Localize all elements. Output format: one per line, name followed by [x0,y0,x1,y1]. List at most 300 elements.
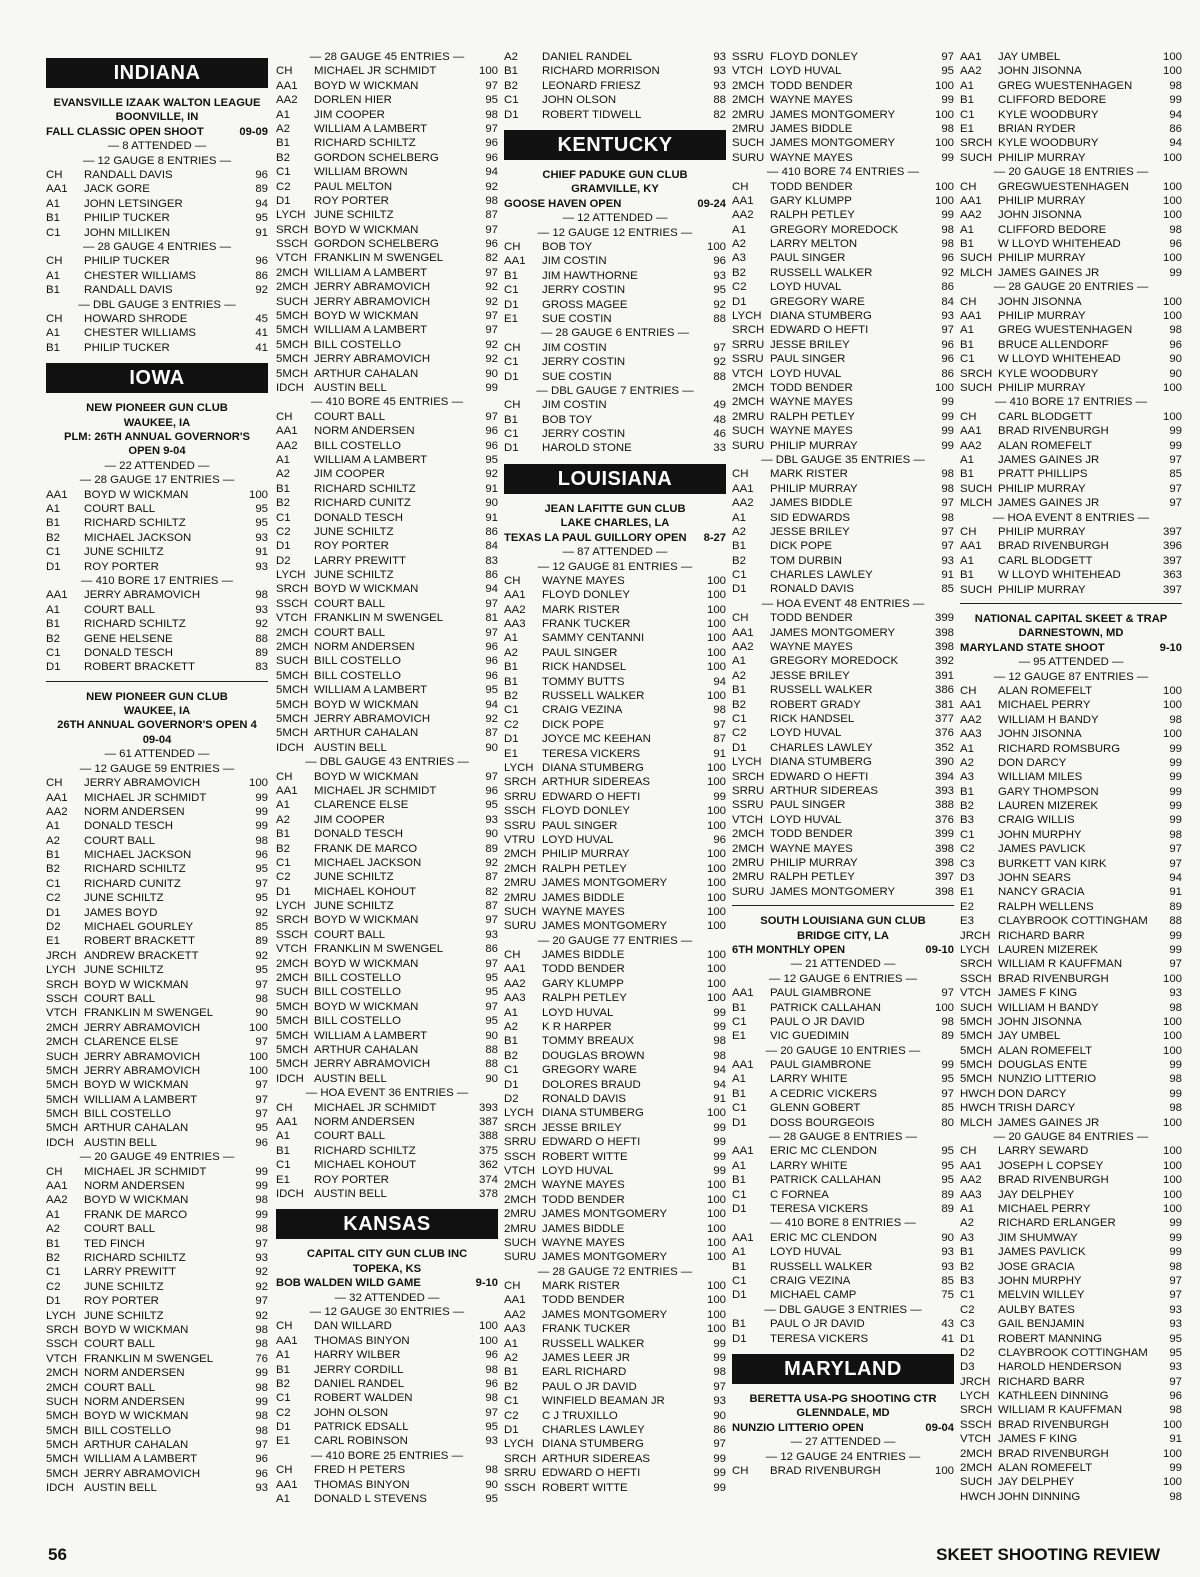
shooter-name: PHILIP MURRAY [770,439,858,452]
gauge-heading: — 12 GAUGE 30 ENTRIES — [309,1305,465,1318]
shooter-name: LARRY MELTON [770,238,858,251]
shooter-name: LEONARD FRIESZ [542,79,641,92]
shooter-name: JERRY ABRAMOVICH [84,1050,201,1063]
shooter-class: 2MCH [732,94,765,107]
shooter-score: 98 [255,1381,268,1394]
shooter-score: 89 [255,646,268,659]
shooter-class: C1 [960,1289,975,1302]
shooter-name: RICHARD ERLANGER [998,1217,1116,1230]
result-row [276,539,498,553]
shooter-score: 97 [713,718,726,731]
shooter-class: SUCH [46,1395,79,1408]
shooter-class: E3 [960,915,974,928]
club-heading [46,690,268,748]
shooter-class: 5MCH [276,324,309,337]
gauge-heading: — 28 GAUGE 20 ENTRIES — [993,281,1149,294]
shooter-score: 388 [934,799,954,812]
shooter-name: HARRY WILBER [314,1349,401,1362]
shooter-name: CARL BLODGETT [998,554,1093,567]
club-heading [504,502,726,531]
gauge-heading: — 410 BORE 74 ENTRIES — [767,166,919,179]
shooter-score: 100 [706,1193,726,1206]
shooter-name: JOHN JISONNA [998,209,1082,222]
gauge-heading: — DBL GAUGE 3 ENTRIES — [764,1303,922,1316]
result-row [960,568,1182,582]
shooter-name: LOYD HUVAL [770,813,842,826]
shooter-class: D2 [46,921,61,934]
shooter-score: 374 [478,1173,498,1186]
shooter-class: SSCH [276,597,308,610]
shooter-score: 99 [255,791,268,804]
shooter-name: DIANA STUMBERG [542,1438,644,1451]
shooter-name: BOYD W WICKMAN [84,1194,189,1207]
shooter-score: 396 [1162,540,1182,553]
result-row [960,237,1182,251]
shooter-class: B1 [504,1366,518,1379]
shooter-class: D3 [960,872,975,885]
shooter-name: PATRICK CALLAHAN [770,1174,881,1187]
shooter-score: 100 [1162,382,1182,395]
shooter-name: FLOYD DONLEY [770,51,858,63]
shooter-score: 99 [255,1180,268,1193]
shooter-class: 5MCH [276,338,309,351]
result-row [46,660,268,674]
event-title-row [504,197,726,211]
shooter-name: JIM COSTIN [542,255,607,268]
shooter-score: 92 [255,1280,268,1293]
shooter-class: D1 [504,1423,519,1436]
shooter-name: ROY PORTER [314,1173,389,1186]
shooter-class: AA1 [732,626,754,639]
result-row [504,1308,726,1322]
shooter-name: K R HARPER [542,1021,612,1034]
shooter-class: C1 [46,546,61,559]
result-row [46,632,268,646]
shooter-score: 100 [706,905,726,918]
shooter-name: ROY PORTER [314,194,389,207]
result-row [960,1029,1182,1043]
shooter-score: 93 [1169,1318,1182,1331]
shooter-name: JOSEPH L COPSEY [998,1159,1104,1172]
shooter-name: JAY UMBEL [998,51,1061,63]
shooter-class: C1 [276,511,291,524]
section-divider [960,603,1182,604]
shooter-name: JOHN SEARS [998,872,1071,885]
result-row [276,726,498,740]
result-row [960,713,1182,727]
shooter-class: CH [732,468,749,481]
result-row [504,747,726,761]
result-row [504,1337,726,1351]
result-row [504,948,726,962]
shooter-score: 99 [1169,1462,1182,1475]
shooter-class: VTRU [504,833,536,846]
shooter-class: 2MCH [276,972,309,985]
shooter-score: 394 [934,770,954,783]
club-line: BOONVILLE, IN [115,111,199,124]
shooter-class: C2 [46,892,61,905]
shooter-score: 99 [1169,943,1182,956]
shooter-name: COURT BALL [314,1130,386,1143]
result-row [46,1136,268,1150]
shooter-name: EDWARD O HEFTI [542,1136,641,1149]
shooter-class: B1 [46,284,60,297]
result-row [732,842,954,856]
shooter-score: 88 [713,312,726,325]
shooter-score: 95 [255,964,268,977]
shooter-class: SRRU [504,1467,537,1480]
shooter-class: SRCH [960,137,993,150]
shooter-name: PATRICK CALLAHAN [770,1001,881,1014]
shooter-class: LYCH [504,1107,534,1120]
result-row [960,410,1182,424]
shooter-score: 100 [1162,180,1182,193]
shooter-score: 87 [485,871,498,884]
shooter-name: MICHAEL JACKSON [84,531,192,544]
result-row [732,640,954,654]
result-row [276,1406,498,1420]
shooter-name: JOHN OLSON [314,1406,389,1419]
shooter-name: NANCY GRACIA [998,886,1085,899]
shooter-score: 99 [1169,1087,1182,1100]
shooter-class: E1 [504,312,518,325]
shooter-name: JAMES GAINES JR [998,497,1100,510]
shooter-name: KYLE WOODBURY [998,137,1099,150]
shooter-score: 99 [1169,425,1182,438]
shooter-class: SRCH [960,958,993,971]
shooter-name: LAUREN MIZEREK [998,943,1099,956]
shooter-score: 97 [1169,958,1182,971]
shooter-class: 5MCH [46,1410,79,1423]
result-row [732,367,954,381]
shooter-score: 95 [255,1122,268,1135]
shooter-name: TODD BENDER [770,180,853,193]
result-row [46,1093,268,1107]
shooter-class: C1 [504,94,519,107]
shooter-name: ROBERT WITTE [542,1481,628,1494]
result-row [732,1260,954,1274]
shooter-score: 398 [934,842,954,855]
shooter-score: 81 [485,612,498,625]
result-row [46,1035,268,1049]
result-row [732,151,954,165]
shooter-score: 99 [941,396,954,409]
result-row [276,266,498,280]
result-row [276,1434,498,1448]
shooter-score: 88 [485,1058,498,1071]
shooter-class: AA1 [732,1059,754,1072]
shooter-score: 92 [255,1309,268,1322]
shooter-name: WAYNE MAYES [542,1179,625,1192]
shooter-name: JUNE SCHILTZ [84,964,164,977]
shooter-class: AA2 [504,603,526,616]
shooter-score: 91 [485,511,498,524]
shooter-score: 93 [485,928,498,941]
shooter-class: 5MCH [276,669,309,682]
shooter-name: RICHARD SCHILTZ [84,618,186,631]
result-row [960,1389,1182,1403]
shooter-score: 41 [255,327,268,340]
shooter-name: JAMES BIDDLE [542,1222,625,1235]
shooter-class: CH [276,1101,293,1114]
shooter-score: 93 [941,1246,954,1259]
result-row [46,776,268,790]
shooter-class: C3 [960,857,975,870]
result-row [732,626,954,640]
result-row [46,617,268,631]
section-divider [732,905,954,906]
shooter-class: A1 [276,1493,290,1506]
shooter-class: MLCH [960,1116,993,1129]
result-row [960,309,1182,323]
shooter-name: JAMES GAINES JR [998,266,1100,279]
shooter-class: 2MCH [504,1193,537,1206]
shooter-score: 97 [485,914,498,927]
result-row [504,905,726,919]
shooter-name: CHESTER WILLIAMS [84,327,197,340]
shooter-score: 89 [941,1030,954,1043]
event-title-row [960,641,1182,655]
shooter-class: E1 [276,1173,290,1186]
result-row [732,885,954,899]
shooter-class: CH [732,1464,749,1477]
event-name: GOOSE HAVEN OPEN [504,197,622,210]
club-line: LAKE CHARLES, LA [560,517,670,530]
result-row [276,309,498,323]
result-row [46,1179,268,1193]
result-row [46,877,268,891]
shooter-score: 98 [941,468,954,481]
shooter-name: DICK POPE [542,718,605,731]
result-row [504,1207,726,1221]
result-row [732,1072,954,1086]
shooter-name: NORM ANDERSEN [314,1115,415,1128]
gauge-heading: — 410 BORE 17 ENTRIES — [995,396,1147,409]
shooter-name: WAYNE MAYES [542,1236,625,1249]
shooter-name: JOHN DINNING [998,1490,1081,1503]
shooter-name: JIM HAWTHORNE [542,269,638,282]
shooter-score: 99 [713,790,726,803]
shooter-class: 5MCH [276,684,309,697]
shooter-class: IDCH [276,741,304,754]
shooter-name: LARRY PREWITT [314,554,406,567]
shooter-name: DAN WILLARD [314,1320,392,1333]
shooter-name: JAMES F KING [998,1433,1078,1446]
shooter-score: 95 [485,1015,498,1028]
result-row [276,338,498,352]
shooter-class: A1 [732,655,746,668]
shooter-name: A CEDRIC VICKERS [770,1087,877,1100]
shooter-class: C1 [46,877,61,890]
shooter-score: 96 [941,252,954,265]
shooter-name: JERRY ABRAMOVICH [314,1058,431,1071]
shooter-score: 92 [485,856,498,869]
shooter-score: 90 [485,1029,498,1042]
shooter-name: RUSSELL WALKER [770,1260,873,1273]
shooter-name: RICHARD BARR [998,1375,1085,1388]
shooter-name: JOHN MURPHY [998,1274,1082,1287]
result-row [276,295,498,309]
shooter-class: C2 [276,871,291,884]
shooter-class: LYCH [276,209,306,222]
shooter-class: A3 [960,1231,974,1244]
shooter-name: SUE COSTIN [542,312,612,325]
shooter-name: KYLE WOODBURY [998,108,1099,121]
shooter-class: CH [504,240,521,253]
shooter-score: 49 [713,399,726,412]
shooter-class: AA1 [276,784,298,797]
shooter-class: B1 [960,94,974,107]
shooter-score: 93 [1169,987,1182,1000]
shooter-score: 97 [1169,1289,1182,1302]
result-row [46,1064,268,1078]
shooter-name: PHILIP MURRAY [770,482,858,495]
gauge-heading: — DBL GAUGE 7 ENTRIES — [536,384,694,397]
shooter-class: AA1 [504,589,526,602]
shooter-score: 91 [713,747,726,760]
shooter-class: CH [504,574,521,587]
shooter-class: D1 [46,1295,61,1308]
shooter-class: A1 [46,820,60,833]
shooter-score: 98 [255,834,268,847]
shooter-score: 92 [941,266,954,279]
shooter-name: JIM COOPER [314,108,385,121]
shooter-score: 100 [706,1208,726,1221]
result-row [276,813,498,827]
shooter-class: B1 [46,212,60,225]
shooter-class: A1 [46,603,60,616]
shooter-score: 92 [255,906,268,919]
shooter-class: IDCH [46,1136,74,1149]
shooter-class: LYCH [504,761,534,774]
shooter-name: JIM COSTIN [542,399,607,412]
club-line: EVANSVILLE IZAAK WALTON LEAGUE [53,97,261,109]
shooter-score: 375 [478,1144,498,1157]
shooter-name: RONALD DAVIS [770,583,854,596]
shooter-score: 91 [941,569,954,582]
shooter-score: 98 [713,1049,726,1062]
result-row [504,1164,726,1178]
result-row [960,525,1182,539]
shooter-class: LYCH [276,569,306,582]
shooter-score: 92 [485,295,498,308]
result-row [960,914,1182,928]
shooter-name: COURT BALL [84,603,156,616]
shooter-class: 2MCH [276,957,309,970]
shooter-score: 98 [713,1366,726,1379]
shooter-class: A2 [732,238,746,251]
result-row [960,424,1182,438]
shooter-score: 98 [941,122,954,135]
shooter-class: B1 [732,1001,746,1014]
result-row [960,770,1182,784]
shooter-class: B1 [504,269,518,282]
shooter-score: 99 [1169,94,1182,107]
shooter-name: ARTHUR CAHALAN [314,1044,419,1056]
result-row [504,1452,726,1466]
result-row [732,136,954,150]
result-row [504,341,726,355]
shooter-score: 98 [485,108,498,121]
result-row [276,741,498,755]
result-row [276,582,498,596]
shooter-class: B1 [732,1260,746,1273]
result-row [276,1043,498,1057]
result-row [960,251,1182,265]
event-name: TEXAS LA PAUL GUILLORY OPEN [504,531,687,544]
result-row [46,1352,268,1366]
result-row [276,712,498,726]
result-row [46,531,268,545]
shooter-name: MICHAEL JR SCHMIDT [314,1101,437,1114]
shooter-class: LYCH [46,964,76,977]
result-row [46,848,268,862]
shooter-name: COURT BALL [314,928,386,941]
result-row [504,1006,726,1020]
shooter-class: AA3 [960,1188,982,1201]
shooter-score: 93 [1169,1361,1182,1374]
shooter-class: A3 [960,771,974,784]
shooter-class: 2MRU [732,410,765,423]
attended-count: — 87 ATTENDED — [562,546,668,559]
event-name: NUNZIO LITTERIO OPEN [732,1421,864,1434]
shooter-name: WILLIAM A LAMBERT [84,1093,198,1106]
shooter-score: 90 [713,1409,726,1422]
shooter-score: 95 [1169,1332,1182,1345]
result-row [276,942,498,956]
shooter-class: 2MCH [504,1179,537,1192]
shooter-score: 95 [485,453,498,466]
shooter-name: JUNE SCHILTZ [314,525,394,538]
shooter-class: C2 [276,180,291,193]
shooter-name: NUNZIO LITTERIO [998,1073,1097,1086]
result-row [46,646,268,660]
shooter-class: D2 [276,554,291,567]
shooter-name: JAMES BIDDLE [770,122,853,135]
result-row [276,280,498,294]
shooter-class: D2 [960,1346,975,1359]
result-row [732,352,954,366]
result-row [46,269,268,283]
shooter-class: SUCH [732,425,765,438]
result-row [732,712,954,726]
result-row [732,180,954,194]
shooter-score: 100 [1162,1418,1182,1431]
shooter-class: A2 [46,834,60,847]
shooter-class: SURU [504,920,537,933]
result-row [732,439,954,453]
shooter-name: GREGORY WARE [542,1064,637,1077]
shooter-name: DOLORES BRAUD [542,1078,641,1091]
result-row [960,1317,1182,1331]
shooter-score: 97 [255,1295,268,1308]
shooter-name: CHARLES LAWLEY [770,569,873,582]
shooter-class: JRCH [960,1375,991,1388]
shooter-name: JAY DELPHEY [998,1476,1075,1489]
shooter-class: 5MCH [960,1015,993,1028]
shooter-class: 5MCH [276,1015,309,1028]
shooter-score: 89 [1169,900,1182,913]
club-line: 09-04 [142,733,172,746]
shooter-class: A1 [960,1203,974,1216]
result-row [960,1418,1182,1432]
shooter-class: C1 [276,1392,291,1405]
shooter-class: 2MCH [276,266,309,279]
shooter-name: CRAIG WILLIS [998,814,1075,827]
shooter-class: 5MCH [276,1058,309,1071]
shooter-class: B1 [960,238,974,251]
shooter-score: 85 [255,921,268,934]
